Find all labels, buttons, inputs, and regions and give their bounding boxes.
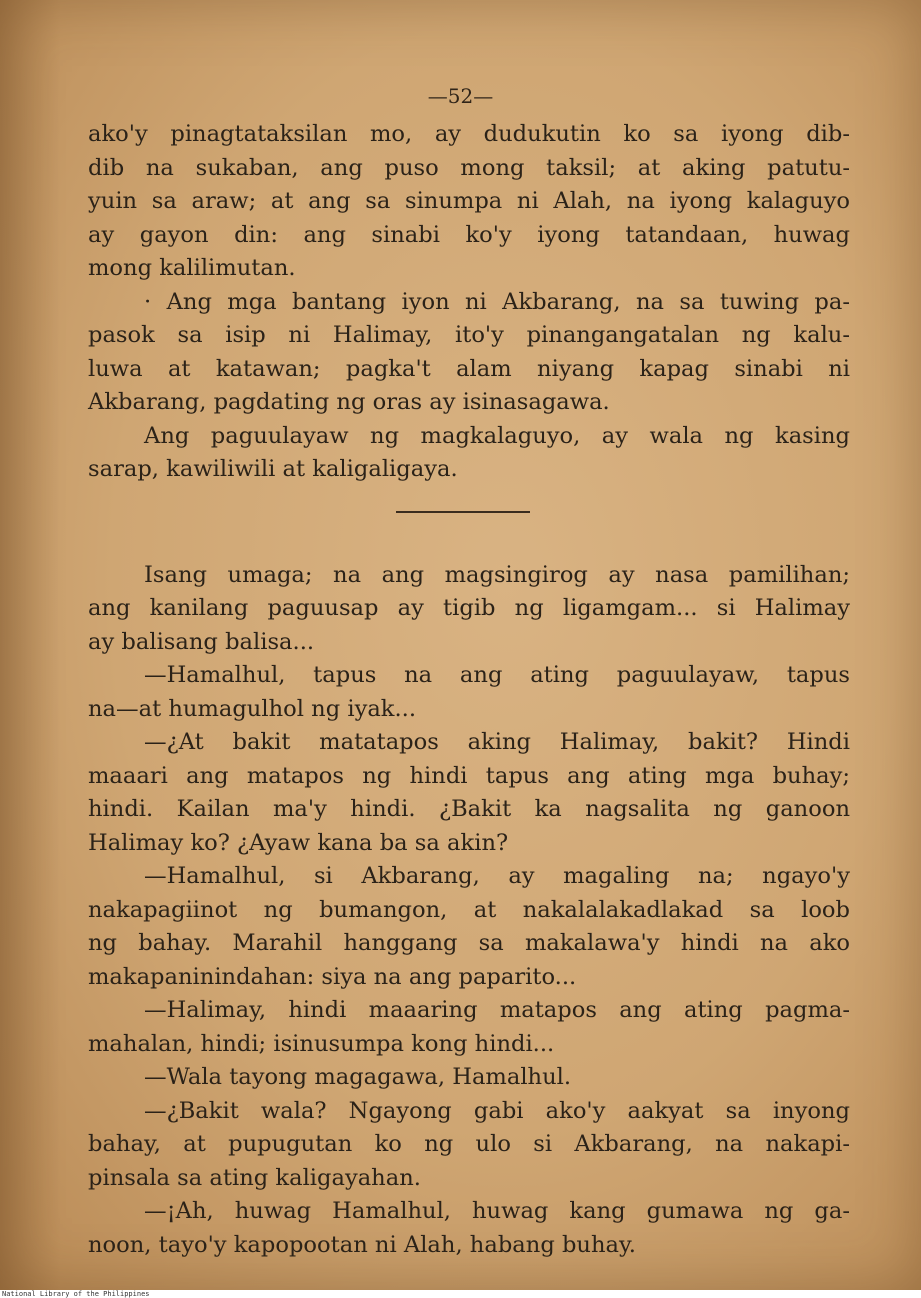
text-line: maaari ang matapos ng hindi tapus ang ating mga buhay; — [88, 762, 850, 789]
text-line: Halimay ko? ¿Ayaw kana ba sa akin? — [88, 829, 509, 856]
text-line: Isang umaga; na ang magsingirog ay nasa pamilihan; — [144, 561, 850, 588]
paragraph — [88, 726, 850, 860]
text-line: sarap, kawiliwili at kaligaligaya. — [88, 456, 458, 482]
paragraph — [88, 286, 850, 420]
text-line: ay balisang balisa... — [88, 628, 315, 655]
paragraph — [88, 659, 850, 726]
text-line: —¿Bakit wala? Ngayong gabi ako'y aakyat sa inyong — [144, 1097, 850, 1124]
text-line: —Hamalhul, si Akbarang, ay magaling na; ngayo'y — [144, 863, 850, 889]
page-text — [88, 118, 850, 1262]
text-line: noon, tayo'y kapopootan ni Alah, habang buhay. — [88, 1231, 636, 1258]
page-number: —52— — [427, 84, 494, 108]
text-line: —Halimay, hindi maaaring matapos ang ating pagma- — [144, 997, 850, 1023]
text-line: dib na sukaban, ang puso mong taksil; at aking patutu- — [88, 154, 850, 181]
text-line: —¿At bakit matatapos aking Halimay, bakit? Hindi — [144, 729, 850, 755]
text-line: makapaninindahan: siya na ang paparito... — [88, 963, 577, 990]
section-divider — [88, 487, 850, 545]
text-line: —Hamalhul, tapus na ang ating paguulayaw, tapus — [144, 662, 850, 688]
text-line: pasok sa isip ni Halimay, ito'y pinangangatalan ng kalu- — [88, 322, 850, 348]
text-line: · Ang mga bantang iyon ni Akbarang, na sa tuwing pa- — [144, 288, 850, 315]
text-line: ang kanilang paguusap ay tigib ng ligamgam... si Halimay — [88, 595, 850, 621]
text-line: ng bahay. Marahil hanggang sa makalawa'y hindi na ako — [88, 930, 850, 956]
text-line: bahay, at pupugutan ko ng ulo si Akbarang, na nakapi- — [88, 1131, 850, 1157]
text-line: ako'y pinagtataksilan mo, ay dudukutin ko sa iyong dib- — [88, 121, 850, 147]
divider-rule — [396, 511, 530, 513]
paragraph — [88, 1061, 850, 1095]
page-edge-stain — [0, 0, 60, 1290]
text-line: mong kalilimutan. — [88, 255, 296, 281]
text-line: —¡Ah, huwag Hamalhul, huwag kang gumawa ng ga- — [144, 1198, 850, 1224]
text-line: —Wala tayong magagawa, Hamalhul. — [144, 1064, 572, 1090]
paragraph — [88, 1095, 850, 1196]
text-line: mahalan, hindi; isinusumpa kong hindi... — [88, 1030, 555, 1057]
library-credit: National Library of the Philippines — [2, 1290, 150, 1298]
text-line: nakapagiinot ng bumangon, at nakalalakadlakad sa loob — [88, 896, 850, 923]
text-line: ay gayon din: ang sinabi ko'y iyong tatandaan, huwag — [88, 221, 850, 248]
text-line: na—at humagulhol ng iyak... — [88, 695, 417, 722]
scan-footer — [0, 1290, 921, 1298]
text-line: yuin sa araw; at ang sa sinumpa ni Alah, na iyong kalaguyo — [88, 188, 850, 214]
paragraph — [88, 860, 850, 994]
paragraph — [88, 420, 850, 487]
text-line: Akbarang, pagdating ng oras ay isinasagawa. — [88, 389, 610, 415]
text-line: luwa at katawan; pagka't alam niyang kapag sinabi ni — [88, 355, 850, 382]
text-line: Ang paguulayaw ng magkalaguyo, ay wala ng kasing — [144, 422, 850, 449]
text-line: pinsala sa ating kaligayahan. — [88, 1164, 421, 1191]
paragraph — [88, 559, 850, 660]
paragraph — [88, 994, 850, 1061]
paragraph — [88, 118, 850, 286]
paragraph — [88, 1195, 850, 1262]
text-line: hindi. Kailan ma'y hindi. ¿Bakit ka nagsalita ng ganoon — [88, 796, 850, 822]
